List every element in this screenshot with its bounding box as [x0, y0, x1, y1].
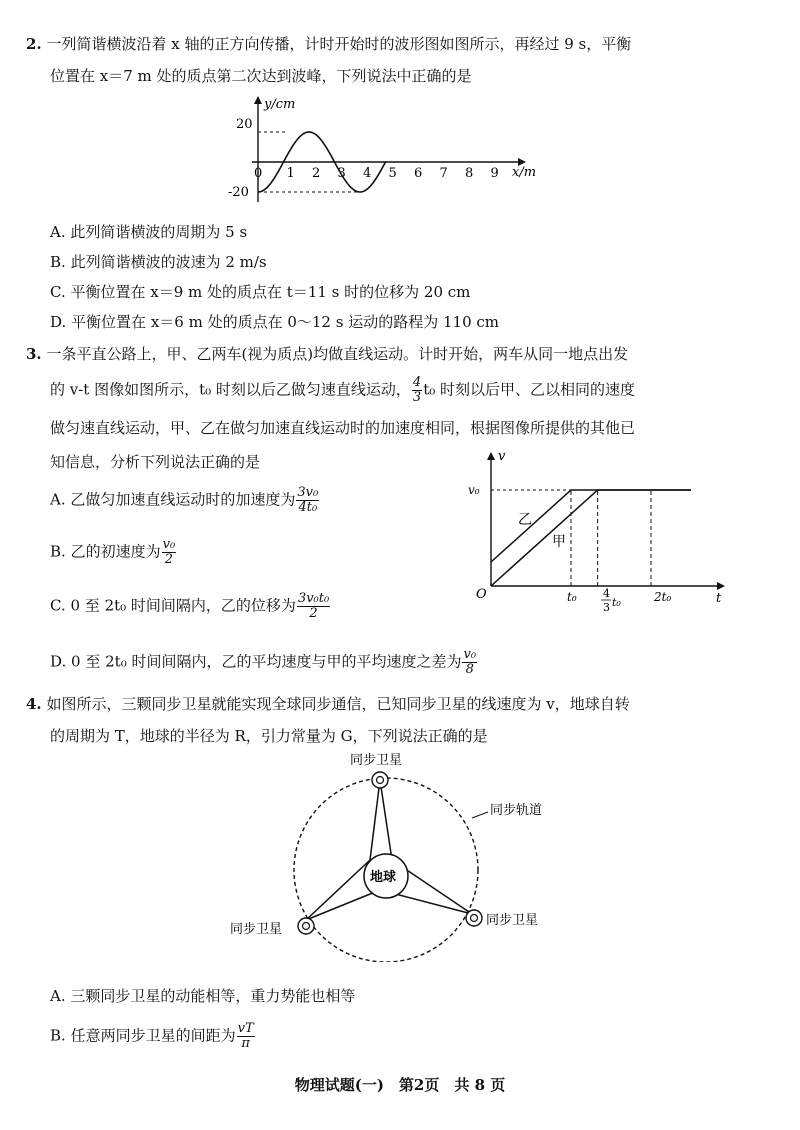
q3-origin-label: O	[476, 587, 487, 602]
q3-series-line	[491, 490, 691, 586]
q2-option-d-label: D.	[50, 313, 67, 331]
q3-option-d-frac-num: v₀	[463, 647, 477, 662]
q4-satellite-top	[372, 772, 388, 788]
q2-xtick-label: 9	[490, 166, 499, 181]
q3-option-b-fraction	[162, 538, 177, 567]
q3-option-d-label: D.	[50, 652, 67, 671]
q4-option-b-frac-den: π	[241, 1036, 250, 1051]
q3-option-a-frac-den: 4t₀	[298, 500, 318, 515]
q2-ytick-top: 20	[236, 117, 253, 132]
q4-satellite-top-label: 同步卫星	[350, 753, 403, 768]
q3-option-d-frac-den: 8	[465, 662, 474, 677]
q4-satellite-left-label: 同步卫星	[230, 922, 283, 937]
q2-xtick-label: 4	[363, 166, 372, 181]
q3-number: 3.	[26, 345, 42, 363]
q4-orbit-label: 同步轨道	[490, 803, 543, 818]
q2-option-c	[50, 282, 470, 302]
q2-option-b	[50, 252, 267, 272]
q3-v-label: v	[498, 449, 506, 464]
q3-stem-frac-num: 4	[412, 375, 422, 390]
q3-stem-line4: 知信息，分析下列说法正确的是	[50, 453, 261, 471]
q2-xtick-label: 7	[439, 166, 448, 181]
q3-option-d-fraction	[462, 648, 477, 677]
q3-v-arrow	[487, 452, 495, 460]
q3-option-c	[50, 592, 331, 621]
q2-xtick-label: 0	[254, 166, 263, 181]
q2-xtick-label: 5	[388, 166, 397, 181]
q2-option-a-label: A.	[50, 223, 66, 241]
q3-option-a	[50, 486, 320, 515]
q2-option-d-text: 平衡位置在 x＝6 m 处的质点在 0～12 s 运动的路程为 110 cm	[71, 313, 500, 331]
q2-option-b-text: 此列简谐横波的波速为 2 m/s	[70, 253, 267, 271]
q2-xtick-label: 2	[312, 166, 321, 181]
q3-t-arrow	[717, 582, 725, 590]
q3-stem-text2a: 的 v-t 图像如图所示，t₀ 时刻以后乙做匀速直线运动，	[50, 380, 411, 399]
q2-ytick-bottom: -20	[228, 185, 249, 200]
q2-option-c-label: C.	[50, 283, 66, 301]
q3-stem-fraction	[412, 376, 422, 405]
q3-stem-line1	[26, 344, 628, 364]
q3-option-d-text: 0 至 2t₀ 时间间隔内，乙的平均速度与甲的平均速度之差为	[71, 652, 462, 671]
q3-stem-line3: 做匀速直线运动，甲、乙在做匀加速直线运动时的加速度相同，根据图像所提供的其他已	[50, 419, 636, 437]
q2-y-label: y/cm	[264, 97, 296, 112]
q3-option-a-frac-num: 3v₀	[297, 485, 319, 500]
q3-option-c-fraction	[297, 592, 330, 621]
q3-t-label: t	[716, 591, 722, 606]
q2-xtick-label: 8	[465, 166, 474, 181]
page-footer: 物理试题(一) 第2页 共 8 页	[294, 1076, 506, 1094]
q3-v0-label: v₀	[468, 483, 480, 497]
q4-number: 4.	[26, 695, 42, 713]
q4-satellite-diagram	[220, 752, 580, 962]
q3-option-c-text: 0 至 2t₀ 时间间隔内，乙的位移为	[70, 596, 296, 615]
q4-option-a	[50, 986, 355, 1006]
q3-option-b-frac-num: v₀	[162, 537, 176, 552]
q4-option-b-text: 任意两同步卫星的间距为	[70, 1026, 236, 1045]
q3-option-a-label: A.	[50, 490, 66, 509]
q2-xtick-label: 3	[337, 166, 346, 181]
q2-stem-text1: 一列简谐横波沿着 x 轴的正方向传播，计时开始时的波形图如图所示，再经过 9 s，平衡	[46, 35, 632, 53]
q3-tick-4-3t0	[601, 587, 621, 614]
q3-option-a-fraction	[296, 486, 319, 515]
q4-option-b	[50, 1022, 256, 1051]
q3-option-b	[50, 538, 177, 567]
q2-stem-line1	[26, 34, 631, 54]
q2-option-c-text: 平衡位置在 x＝9 m 处的质点在 t＝11 s 时的位移为 20 cm	[70, 283, 471, 301]
q4-option-b-fraction	[237, 1022, 255, 1051]
q4-option-b-frac-num: vT	[237, 1021, 254, 1036]
q4-orbit-label-leader	[472, 812, 488, 818]
q3-option-c-frac-num: 3v₀t₀	[297, 591, 330, 606]
svg-text:3: 3	[603, 601, 610, 614]
q2-option-b-label: B.	[50, 253, 66, 271]
q4-stem-line2: 的周期为 T，地球的半径为 R，引力常量为 G，下列说法正确的是	[50, 727, 488, 745]
q3-option-b-text: 乙的初速度为	[70, 542, 161, 561]
q4-option-a-text: 三颗同步卫星的动能相等，重力势能也相等	[70, 987, 356, 1005]
q4-satellite-right	[466, 910, 482, 926]
q3-stem-text1: 一条平直公路上，甲、乙两车(视为质点)均做直线运动。计时开始，两车从同一地点出发	[46, 345, 629, 363]
q3-tick-2t0: 2t₀	[654, 590, 672, 604]
q2-xtick-label: 1	[286, 166, 295, 181]
q3-option-b-frac-den: 2	[164, 552, 174, 567]
q2-wave-chart	[222, 92, 542, 212]
q3-stem-line2	[50, 376, 635, 405]
q2-xtick-label: 6	[414, 166, 423, 181]
q3-series-yi-label: 乙	[518, 512, 532, 528]
q3-vt-chart	[466, 446, 736, 616]
q2-option-d	[50, 312, 499, 332]
q3-option-d	[50, 648, 478, 677]
q4-earth-label: 地球	[370, 870, 397, 885]
q4-stem-text1: 如图所示，三颗同步卫星就能实现全球同步通信，已知同步卫星的线速度为 v，地球自转	[46, 695, 630, 713]
q2-x-label: x/m	[512, 165, 537, 180]
q4-option-a-label: A.	[50, 987, 66, 1005]
q2-y-arrow	[254, 96, 262, 104]
q4-satellite-left	[298, 918, 314, 934]
svg-text:t₀: t₀	[612, 596, 621, 609]
q4-option-b-label: B.	[50, 1026, 66, 1045]
q4-stem-line1	[26, 694, 630, 714]
q3-series-jia-label: 甲	[552, 534, 566, 550]
q2-option-a-text: 此列简谐横波的周期为 5 s	[70, 223, 248, 241]
q3-tick-t0: t₀	[567, 590, 577, 604]
q3-stem-frac-den: 3	[412, 390, 422, 405]
svg-text:4: 4	[603, 587, 610, 600]
q3-stem-text2b: t₀ 时刻以后甲、乙以相同的速度	[423, 380, 636, 399]
q3-option-c-frac-den: 2	[309, 606, 318, 621]
q4-satellite-right-label: 同步卫星	[486, 913, 539, 928]
q2-option-a	[50, 222, 247, 242]
q2-stem-line2: 位置在 x＝7 m 处的质点第二次达到波峰，下列说法中正确的是	[50, 67, 472, 85]
q2-number: 2.	[26, 35, 42, 53]
q3-option-a-text: 乙做匀加速直线运动时的加速度为	[70, 490, 296, 509]
q3-option-c-label: C.	[50, 596, 66, 615]
q3-option-b-label: B.	[50, 542, 66, 561]
